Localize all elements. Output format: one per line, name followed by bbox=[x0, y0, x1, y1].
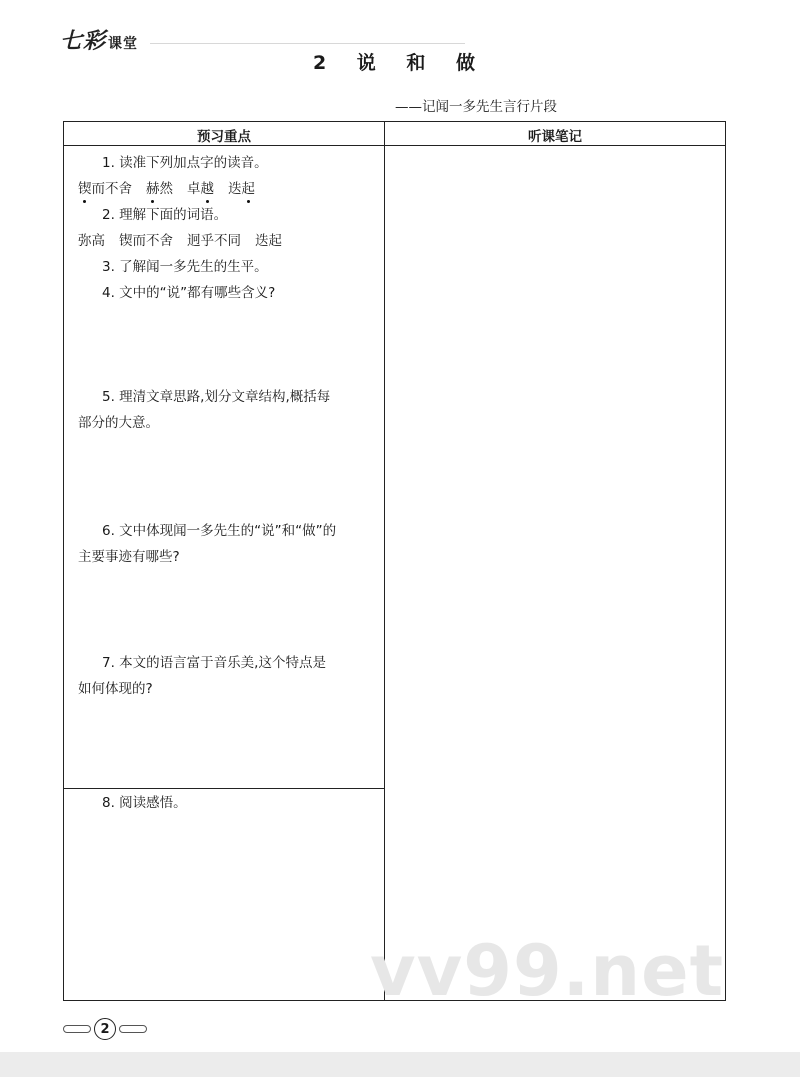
question-1 bbox=[78, 150, 378, 202]
question-4-text: 4. 文中的“说”都有哪些含义? bbox=[102, 285, 276, 301]
question-8-text: 8. 阅读感悟。 bbox=[102, 795, 187, 811]
question-1-label: 1. 读准下列加点字的读音。 bbox=[102, 155, 268, 171]
q1-word-1: 锲而不舍 bbox=[78, 176, 132, 202]
question-8 bbox=[78, 790, 378, 816]
q1-word-3: 卓越 bbox=[187, 176, 214, 202]
lesson-subtitle: ——记闻一多先生言行片段 bbox=[395, 99, 557, 115]
question-7 bbox=[78, 650, 378, 702]
study-table bbox=[63, 121, 726, 1001]
preview-points-header: 预习重点 bbox=[197, 129, 251, 145]
question-2 bbox=[78, 202, 378, 254]
question-6-line-2: 主要事迹有哪些? bbox=[78, 549, 180, 565]
q1-word-2: 赫然 bbox=[146, 176, 173, 202]
q1-word-4: 迭起 bbox=[228, 176, 255, 202]
question-4 bbox=[78, 280, 378, 306]
page-number-badge bbox=[63, 1018, 147, 1040]
question-5 bbox=[78, 384, 378, 436]
class-notes-header: 听课笔记 bbox=[528, 129, 582, 145]
question-3-text: 3. 了解闻一多先生的生平。 bbox=[102, 259, 268, 275]
watermark: vv99.net bbox=[370, 930, 725, 1012]
q2-word-2: 锲而不舍 bbox=[119, 233, 173, 249]
brand-logo bbox=[60, 24, 138, 55]
page-deco-left bbox=[63, 1025, 91, 1033]
row-divider bbox=[64, 788, 385, 789]
column-divider bbox=[384, 122, 385, 1000]
question-5-line-2: 部分的大意。 bbox=[78, 415, 159, 431]
page-bottom-band bbox=[0, 1052, 800, 1077]
question-1-words bbox=[78, 176, 378, 202]
question-7-line-2: 如何体现的? bbox=[78, 681, 153, 697]
q2-word-4: 迭起 bbox=[255, 233, 282, 249]
brand-name: 七彩 bbox=[60, 28, 107, 54]
question-2-label: 2. 理解下面的词语。 bbox=[102, 207, 228, 223]
q2-word-3: 迥乎不同 bbox=[187, 233, 241, 249]
question-6 bbox=[78, 518, 378, 570]
question-3 bbox=[78, 254, 378, 280]
question-2-words bbox=[78, 228, 378, 254]
table-header-row bbox=[64, 122, 725, 146]
header-rule bbox=[150, 43, 465, 44]
question-7-line-1: 7. 本文的语言富于音乐美,这个特点是 bbox=[102, 655, 326, 671]
brand-subname: 课堂 bbox=[108, 36, 139, 52]
lesson-title: 2 说 和 做 bbox=[312, 52, 488, 74]
question-6-line-1: 6. 文中体现闻一多先生的“说”和“做”的 bbox=[102, 523, 337, 539]
question-5-line-1: 5. 理清文章思路,划分文章结构,概括每 bbox=[102, 389, 331, 405]
page-number: 2 bbox=[94, 1018, 116, 1040]
page-deco-right bbox=[119, 1025, 147, 1033]
q2-word-1: 弥高 bbox=[78, 233, 105, 249]
